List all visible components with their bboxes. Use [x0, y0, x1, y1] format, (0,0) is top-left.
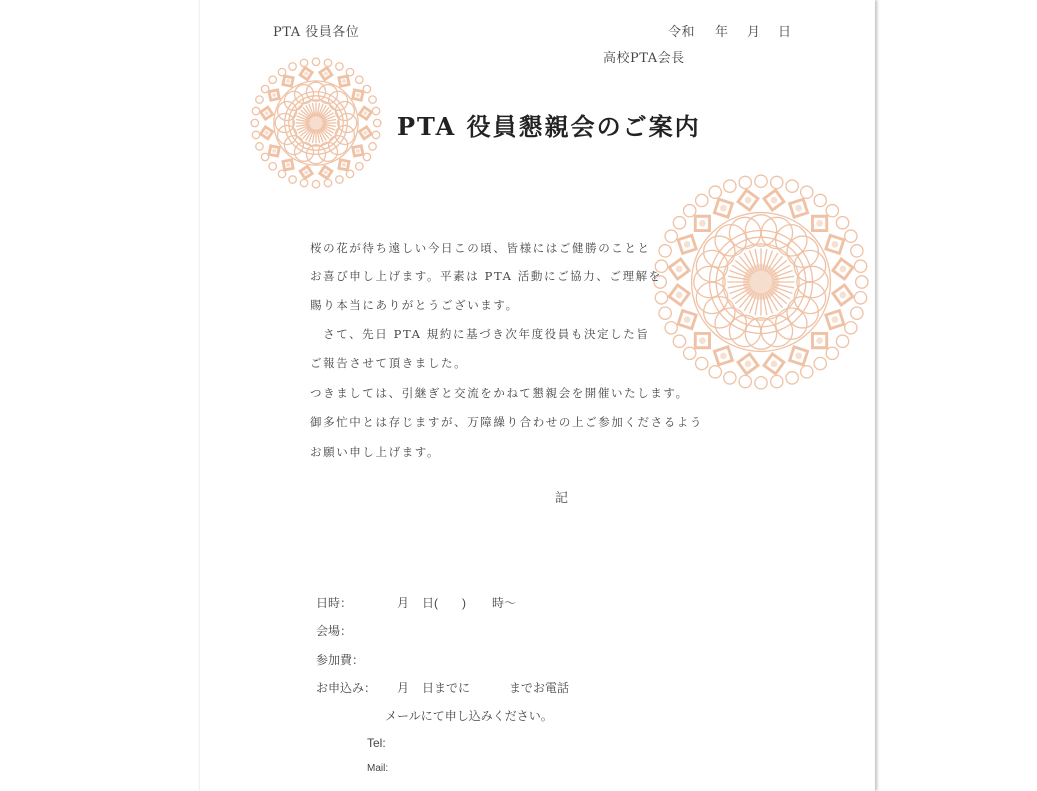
ornament-scallop — [851, 245, 863, 257]
ornament-dot — [342, 79, 346, 83]
ornament-scallop — [709, 366, 721, 378]
ornament-dot — [771, 360, 778, 367]
ornament-scallop — [739, 375, 751, 387]
ornament-scallop — [739, 176, 751, 188]
recipient-text: PTA 役員各位 — [273, 25, 360, 40]
ornament-scallop — [659, 307, 671, 319]
ornament-scallop — [786, 180, 798, 192]
ornament-scallop — [724, 180, 736, 192]
page-title: PTA 役員懇親会のご案内 — [397, 112, 701, 141]
ornament-scallop — [826, 205, 838, 217]
apply-phone: までお電話 — [509, 681, 570, 695]
ornament-dot — [342, 163, 346, 167]
ornament-dot — [363, 131, 367, 135]
ornament-dot — [839, 266, 846, 273]
ornament-scallop — [755, 175, 767, 187]
ornament-large-group — [654, 175, 868, 389]
ornament-dot — [676, 292, 683, 299]
ornament-scallop — [856, 276, 868, 288]
ornament-scallop — [814, 194, 826, 206]
body-line-4: さて、先日 PTA 規約に基づき次年度役員も決定した旨 — [310, 327, 650, 341]
ornament-scallop — [372, 131, 379, 138]
ornament-dot — [795, 352, 802, 359]
ornament-scallop — [373, 119, 380, 126]
ornament-scallop — [312, 58, 319, 65]
ornament-scallop — [324, 59, 331, 66]
ornament-scallop — [801, 186, 813, 198]
ornament-scallop — [814, 357, 826, 369]
apply-label: お申込み： — [316, 681, 377, 695]
ornament-scallop — [851, 307, 863, 319]
ornament-scallop — [696, 194, 708, 206]
ki-heading: 記 — [555, 491, 569, 506]
ornament-dot — [286, 163, 290, 167]
ornament-dot — [272, 93, 276, 97]
ornament-scallop — [289, 63, 296, 70]
ornament-dot — [720, 205, 727, 212]
ornament-scallop — [684, 205, 696, 217]
ornament-dot — [676, 266, 683, 273]
ornament-scallop — [252, 131, 259, 138]
ornament-scallop — [346, 170, 353, 177]
ornament-scallop — [261, 85, 268, 92]
body-line-8: お願い申し上げます。 — [310, 445, 441, 459]
ornament-scallop — [369, 143, 376, 150]
venue-label: 会場： — [316, 624, 353, 638]
ornament-scallop — [655, 292, 667, 304]
datetime-label: 日時： — [316, 596, 353, 610]
ornament-scallop — [786, 372, 798, 384]
ornament-scallop — [300, 179, 307, 186]
ornament-scallop — [854, 292, 866, 304]
ornament-dot — [816, 337, 823, 344]
ornament-scallop — [363, 153, 370, 160]
ornament-dot — [324, 72, 328, 76]
lace-ornament-small-icon — [248, 55, 384, 191]
apply-month: 月 — [397, 681, 410, 695]
ornament-scallop — [673, 217, 685, 229]
datetime-day: 日( ) — [422, 596, 466, 610]
ornament-scallop — [289, 176, 296, 183]
ornament-dot — [265, 131, 269, 135]
ornament-dot — [272, 149, 276, 153]
ornament-scallop — [771, 375, 783, 387]
ornament-scallop — [755, 377, 767, 389]
ornament-dot — [286, 79, 290, 83]
ornament-scallop — [261, 153, 268, 160]
ornament-scallop — [356, 163, 363, 170]
date-day: 日 — [778, 25, 792, 40]
datetime-time: 時〜 — [492, 596, 517, 610]
ornament-dot — [839, 292, 846, 299]
ornament-dot — [720, 352, 727, 359]
ornament-dot — [771, 197, 778, 204]
ornament-dot — [356, 149, 360, 153]
ornament-scallop — [771, 176, 783, 188]
ornament-dot — [304, 170, 308, 174]
ornament-scallop — [256, 143, 263, 150]
ornament-scallop — [673, 335, 685, 347]
fee-label: 参加費： — [316, 653, 365, 667]
ornament-dot — [304, 72, 308, 76]
sender-text: 高校PTA会長 — [603, 51, 685, 66]
ornament-scallop — [269, 163, 276, 170]
lace-ornament-large-icon — [649, 158, 873, 406]
ornament-scallop — [256, 96, 263, 103]
ornament-dot — [795, 205, 802, 212]
ornament-dot — [745, 360, 752, 367]
ornament-scallop — [836, 217, 848, 229]
ornament-dot — [699, 337, 706, 344]
datetime-month: 月 — [397, 596, 410, 610]
ornament-dot — [324, 170, 328, 174]
body-line-5: ご報告させて頂きました。 — [310, 356, 468, 370]
ornament-dot — [816, 220, 823, 227]
ornament-scallop — [845, 322, 857, 334]
ornament-scallop — [363, 85, 370, 92]
body-line-3: 賜り本当にありがとうございます。 — [310, 298, 519, 312]
ornament-scallop — [845, 230, 857, 242]
ornament-scallop — [251, 119, 258, 126]
ornament-dot — [684, 316, 691, 323]
ornament-dot — [699, 220, 706, 227]
ornament-dot — [363, 111, 367, 115]
ornament-scallop — [269, 76, 276, 83]
document-page — [200, 0, 875, 791]
ornament-scallop — [278, 68, 285, 75]
ornament-scallop — [300, 59, 307, 66]
ornament-scallop — [709, 186, 721, 198]
ornament-scallop — [826, 347, 838, 359]
ornament-scallop — [278, 170, 285, 177]
ornament-dot — [265, 111, 269, 115]
ornament-scallop — [252, 107, 259, 114]
ornament-scallop — [836, 335, 848, 347]
apply-day: 日までに — [422, 681, 471, 695]
ornament-scallop — [312, 180, 319, 187]
ornament-scallop — [801, 366, 813, 378]
ornament-scallop — [336, 176, 343, 183]
ornament-scallop — [324, 179, 331, 186]
ornament-scallop — [684, 347, 696, 359]
date-era: 令和 — [668, 25, 696, 40]
tel-label: Tel: — [367, 736, 386, 750]
mail-label: Mail: — [367, 763, 389, 774]
ornament-dot — [831, 316, 838, 323]
body-line-6: つきましては、引継ぎと交流をかねて懇親会を開催いたします。 — [310, 386, 689, 400]
ornament-scallop — [659, 245, 671, 257]
ornament-small-group — [251, 58, 381, 188]
date-year: 年 — [715, 25, 729, 40]
ornament-scallop — [696, 357, 708, 369]
ornament-scallop — [369, 96, 376, 103]
ornament-scallop — [336, 63, 343, 70]
ornament-scallop — [356, 76, 363, 83]
ornament-dot — [356, 93, 360, 97]
body-line-1: 桜の花が待ち遠しい今日この頃、皆様にはご健勝のことと — [310, 241, 651, 255]
ornament-scallop — [724, 372, 736, 384]
ornament-dot — [831, 241, 838, 248]
ornament-scallop — [372, 107, 379, 114]
body-line-2: お喜び申し上げます。平素は PTA 活動にご協力、ご理解を — [310, 269, 662, 283]
ornament-scallop — [854, 260, 866, 272]
apply-mail-text: メールにて申し込みください。 — [385, 709, 553, 723]
ornament-dot — [684, 241, 691, 248]
ornament-scallop — [346, 68, 353, 75]
date-month: 月 — [747, 25, 761, 40]
ornament-scallop — [665, 322, 677, 334]
ornament-scallop — [665, 230, 677, 242]
ornament-dot — [745, 197, 752, 204]
body-line-7: 御多忙中とは存じますが、万障繰り合わせの上ご参加くださるよう — [310, 415, 703, 429]
